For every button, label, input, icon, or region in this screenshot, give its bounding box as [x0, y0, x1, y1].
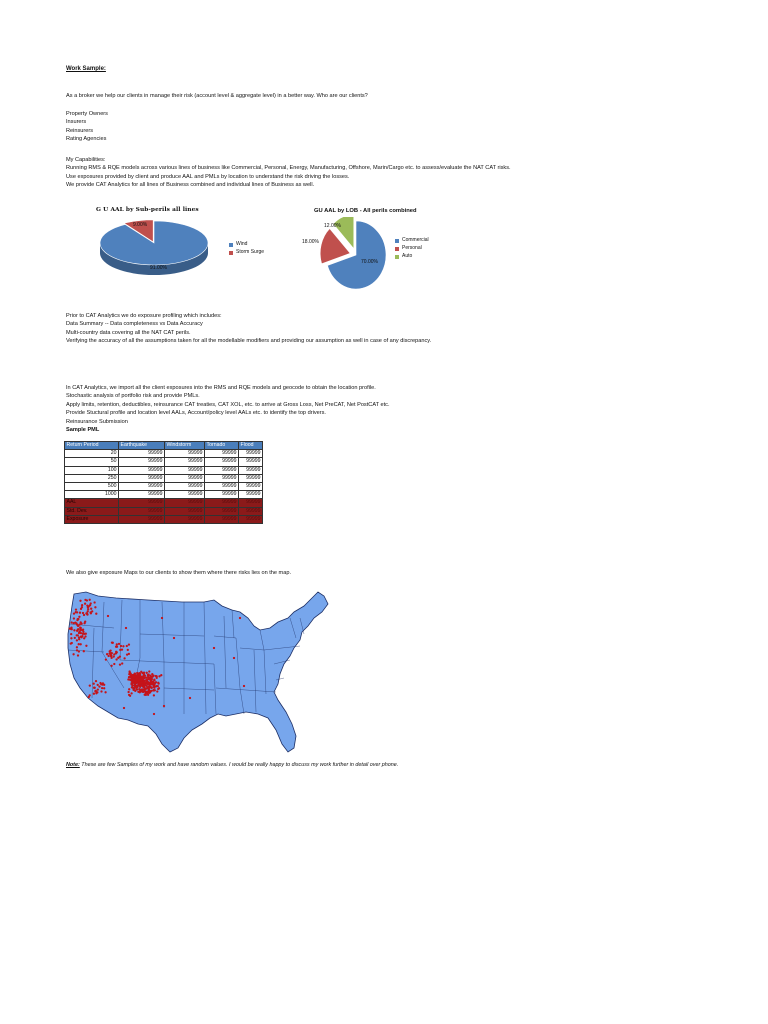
- exposure-point: [73, 617, 75, 619]
- exposure-point: [70, 637, 72, 639]
- exposure-point: [128, 676, 130, 678]
- exposure-point: [100, 683, 102, 685]
- legend-swatch: [395, 255, 399, 259]
- exposure-point: [135, 679, 137, 681]
- table-cell: 99999: [205, 491, 239, 499]
- us-exposure-map: [64, 588, 332, 756]
- exposure-point: [147, 683, 149, 685]
- list-item: Apply limits, retention, deductibles, reinsurance CAT treaties, CAT XOL, etc. to arrive at Gross Loss, Net PreCAT, Net PostCAT etc.: [66, 401, 390, 408]
- exposure-point: [115, 658, 117, 660]
- table-cell: 99999: [119, 499, 165, 507]
- table-cell: 250: [65, 474, 119, 482]
- legend-entry-personal: [395, 245, 429, 253]
- exposure-point: [86, 613, 88, 615]
- list-item: Rating Agencies: [66, 136, 107, 143]
- exposure-point: [84, 603, 86, 605]
- exposure-point: [140, 671, 142, 673]
- legend-swatch: [395, 247, 399, 251]
- page-title: Work Sample:: [66, 66, 106, 72]
- exposure-point: [71, 642, 73, 644]
- exposure-point: [233, 657, 235, 659]
- table-header-cell: Return Period: [65, 442, 119, 450]
- list-item: Prior to CAT Analytics we do exposure profiling which includes:: [66, 313, 222, 319]
- exposure-point: [153, 679, 155, 681]
- exposure-point: [132, 679, 134, 681]
- legend-label: Auto: [402, 253, 413, 260]
- table-cell: 99999: [165, 483, 205, 491]
- table-cell: 99999: [165, 507, 205, 515]
- table-cell: 99999: [119, 458, 165, 466]
- exposure-point: [136, 672, 138, 674]
- list-item: Verifying the accuracy of all the assumptions taken for all the modellable modifiers and providing our assumption as well in case of any discrepancy.: [66, 338, 432, 345]
- exposure-point: [123, 657, 125, 659]
- exposure-point: [83, 637, 85, 639]
- exposure-point: [139, 682, 141, 684]
- exposure-point: [213, 647, 215, 649]
- table-cell: 99999: [165, 466, 205, 474]
- exposure-point: [128, 688, 130, 690]
- chart-title: G U AAL by Sub-perils all lines: [96, 207, 199, 213]
- exposure-point: [158, 687, 160, 689]
- table-cell: 99999: [165, 491, 205, 499]
- exposure-point: [157, 682, 159, 684]
- exposure-point: [77, 628, 79, 630]
- exposure-point: [101, 687, 103, 689]
- exposure-point: [115, 651, 117, 653]
- list-item: Provide Stuctural profile and location level AALs, Account/policy level AALs etc. to identify the top drivers.: [66, 410, 326, 417]
- exposure-point: [100, 690, 102, 692]
- table-cell: 99999: [165, 458, 205, 466]
- exposure-point: [81, 606, 83, 608]
- exposure-point: [110, 665, 112, 667]
- legend-entry-wind: [229, 241, 264, 249]
- exposure-point: [143, 671, 145, 673]
- exposure-point: [161, 617, 163, 619]
- table-cell: 99999: [205, 466, 239, 474]
- exposure-point: [141, 689, 143, 691]
- table-cell: 99999: [239, 474, 263, 482]
- exposure-point: [81, 604, 83, 606]
- exposure-point: [149, 676, 151, 678]
- exposure-point: [155, 685, 157, 687]
- table-cell: 100: [65, 466, 119, 474]
- exposure-point: [154, 689, 156, 691]
- exposure-point: [239, 617, 241, 619]
- legend-swatch: [229, 243, 233, 247]
- exposure-point: [97, 684, 99, 686]
- intro-text: As a broker we help our clients in manage their risk (account level & aggregate level) in a better way. Who are our clients?: [66, 93, 368, 99]
- exposure-point: [90, 602, 92, 604]
- exposure-point: [69, 628, 71, 630]
- pie-svg-lob: [290, 217, 400, 293]
- note-label: Note:: [66, 762, 80, 768]
- list-item: Property Owners: [66, 111, 108, 117]
- exposure-point: [75, 622, 77, 624]
- exposure-point: [82, 612, 84, 614]
- exposure-point: [128, 653, 130, 655]
- exposure-point: [119, 663, 121, 665]
- table-cell: AAL: [65, 499, 119, 507]
- table-cell: 500: [65, 483, 119, 491]
- exposure-point: [141, 681, 143, 683]
- exposure-point: [139, 691, 141, 693]
- exposure-point: [103, 687, 105, 689]
- exposure-point: [145, 692, 147, 694]
- exposure-point: [109, 652, 111, 654]
- analytics-section: [66, 384, 390, 434]
- exposure-point: [106, 653, 108, 655]
- exposure-point: [83, 622, 85, 624]
- list-item: Use exposures provided by client and produce AAL and PMLs by location to understand the risk driving the losses.: [66, 173, 350, 180]
- table-cell: 99999: [239, 499, 263, 507]
- list-item: We provide CAT Analytics for all lines of Business combined and individual lines of Business as well.: [66, 182, 315, 189]
- exposure-point: [74, 637, 76, 639]
- list-item: Data Summary -- Data completeness vs Data Accuracy: [66, 321, 203, 328]
- table-cell: 99999: [205, 507, 239, 515]
- table-cell: 99999: [165, 499, 205, 507]
- exposure-point: [78, 616, 80, 618]
- exposure-point: [153, 694, 155, 696]
- exposure-point: [97, 688, 99, 690]
- exposure-point: [70, 621, 72, 623]
- table-cell: 99999: [165, 450, 205, 458]
- exposure-point: [113, 655, 115, 657]
- exposure-point: [85, 645, 87, 647]
- exposure-point: [98, 685, 100, 687]
- table-cell: 99999: [119, 466, 165, 474]
- table-summary-row: [65, 515, 263, 523]
- exposure-point: [94, 690, 96, 692]
- exposure-point: [95, 613, 97, 615]
- data-label-storm-surge: 9.00%: [133, 222, 148, 228]
- table-row: [65, 474, 263, 482]
- table-cell: 99999: [205, 450, 239, 458]
- exposure-point: [135, 688, 137, 690]
- exposure-point: [88, 605, 90, 607]
- table-header-cell: Windstorm: [165, 442, 205, 450]
- table-row: [65, 483, 263, 491]
- exposure-point: [130, 692, 132, 694]
- exposure-point: [95, 680, 97, 682]
- exposure-point: [155, 675, 157, 677]
- pie-slice-wind: [100, 221, 208, 265]
- exposure-point: [243, 685, 245, 687]
- list-item: Multi-country data covering all the NAT CAT perils.: [66, 329, 191, 336]
- data-label-commercial: 70.00%: [361, 259, 378, 265]
- exposure-point: [80, 643, 82, 645]
- exposure-point: [151, 683, 153, 685]
- exposure-point: [73, 629, 75, 631]
- exposure-point: [148, 670, 150, 672]
- exposure-point: [145, 679, 147, 681]
- table-header-cell: Earthquake: [119, 442, 165, 450]
- exposure-point: [135, 686, 137, 688]
- exposure-point: [86, 599, 88, 601]
- exposure-point: [150, 686, 152, 688]
- exposure-point: [116, 643, 118, 645]
- table-cell: 99999: [205, 515, 239, 523]
- sample-pml-table: [64, 441, 263, 524]
- table-cell: 50: [65, 458, 119, 466]
- table-header-row: [65, 442, 263, 450]
- table-cell: Std. Dev.: [65, 507, 119, 515]
- exposure-point: [93, 693, 95, 695]
- list-item: Stochastic analysis of portfolio risk and provide PMLs.: [66, 393, 200, 400]
- legend-swatch: [395, 239, 399, 243]
- exposure-point: [133, 688, 135, 690]
- table-cell: 99999: [239, 450, 263, 458]
- exposure-point: [131, 683, 133, 685]
- exposure-point: [127, 691, 129, 693]
- exposure-point: [91, 610, 93, 612]
- exposure-point: [79, 627, 81, 629]
- exposure-point: [143, 674, 145, 676]
- exposure-point: [133, 684, 135, 686]
- table-cell: 99999: [119, 491, 165, 499]
- exposure-point: [78, 650, 80, 652]
- exposure-point: [73, 612, 75, 614]
- exposure-point: [160, 674, 162, 676]
- table-cell: 99999: [239, 483, 263, 491]
- table-cell: 99999: [119, 483, 165, 491]
- data-label-wind: 91.00%: [150, 265, 167, 271]
- exposure-point: [79, 612, 81, 614]
- exposure-point: [87, 610, 89, 612]
- table-cell: 99999: [239, 491, 263, 499]
- pie-chart-lob: [290, 203, 450, 293]
- exposure-point: [144, 683, 146, 685]
- exposure-point: [82, 631, 84, 633]
- exposure-point: [129, 674, 131, 676]
- list-item: Reinsurers: [66, 127, 94, 134]
- exposure-point: [173, 637, 175, 639]
- list-item: In CAT Analytics, we import all the client exposures into the RMS and RQE models and geocode to obtain the location profile.: [66, 385, 376, 391]
- exposure-point: [93, 683, 95, 685]
- table-row: [65, 458, 263, 466]
- exposure-point: [150, 690, 152, 692]
- exposure-point: [123, 707, 125, 709]
- chart-legend: [229, 241, 264, 257]
- exposure-point: [75, 608, 77, 610]
- exposure-point: [109, 649, 111, 651]
- chart-title: GU AAL by LOB - All perils combined: [314, 208, 417, 214]
- table-title: Sample PML: [66, 426, 100, 433]
- exposure-point: [89, 684, 91, 686]
- exposure-point: [153, 685, 155, 687]
- exposure-point: [94, 687, 96, 689]
- exposure-point: [139, 675, 141, 677]
- exposure-point: [127, 678, 129, 680]
- legend-label: Storm Surge: [236, 249, 265, 256]
- exposure-point: [128, 694, 130, 696]
- exposure-point: [120, 645, 122, 647]
- legend-label: Personal: [402, 245, 422, 252]
- table-cell: 99999: [239, 458, 263, 466]
- table-cell: Exposure: [65, 515, 119, 523]
- exposure-point: [128, 643, 130, 645]
- exposure-point: [147, 673, 149, 675]
- table-row: [65, 450, 263, 458]
- list-item: Insurers: [66, 119, 87, 126]
- exposure-point: [142, 678, 144, 680]
- exposure-point: [104, 691, 106, 693]
- exposure-point: [121, 662, 123, 664]
- exposure-point: [77, 634, 79, 636]
- exposure-point: [79, 600, 81, 602]
- exposure-point: [78, 643, 80, 645]
- exposure-point: [145, 687, 147, 689]
- table-cell: 1000: [65, 491, 119, 499]
- exposure-point: [80, 621, 82, 623]
- table-cell: 99999: [119, 474, 165, 482]
- exposure-point: [82, 629, 84, 631]
- legend-entry-storm-surge: [229, 249, 264, 257]
- exposure-point: [148, 686, 150, 688]
- table-cell: 99999: [239, 515, 263, 523]
- note-text: [66, 761, 398, 769]
- table-summary-row: [65, 499, 263, 507]
- table-cell: 99999: [205, 474, 239, 482]
- exposure-point: [77, 654, 79, 656]
- exposure-point: [122, 645, 124, 647]
- exposure-point: [80, 629, 82, 631]
- list-item: Running RMS & RQE models across various lines of business like Commercial, Personal, Energy, Manufacturing, Offshore, Marin/Cargo etc. to assess/evaluate the NAT CAT risks.: [66, 165, 511, 172]
- exposure-point: [117, 657, 119, 659]
- table-cell: 20: [65, 450, 119, 458]
- exposure-point: [93, 601, 95, 603]
- legend-swatch: [229, 251, 233, 255]
- exposure-point: [111, 641, 113, 643]
- exposure-point: [70, 633, 72, 635]
- exposure-point: [113, 663, 115, 665]
- capabilities-section: [66, 156, 511, 190]
- exposure-point: [95, 692, 97, 694]
- exposure-point: [189, 697, 191, 699]
- exposure-point: [142, 685, 144, 687]
- table-header-cell: Flood: [239, 442, 263, 450]
- list-item: Reinsurance Submission: [66, 418, 128, 425]
- profiling-section: [66, 312, 431, 346]
- exposure-point: [94, 606, 96, 608]
- table-cell: 99999: [205, 458, 239, 466]
- exposure-point: [105, 658, 107, 660]
- exposure-point: [76, 646, 78, 648]
- exposure-point: [121, 648, 123, 650]
- exposure-point: [89, 599, 91, 601]
- table-cell: 99999: [205, 499, 239, 507]
- legend-label: Wind: [236, 241, 248, 248]
- exposure-point: [83, 650, 85, 652]
- table-summary-row: [65, 507, 263, 515]
- exposure-point: [80, 636, 82, 638]
- table-cell: 99999: [205, 483, 239, 491]
- exposure-point: [125, 627, 127, 629]
- data-label-personal: 18.00%: [302, 239, 319, 245]
- table-cell: 99999: [119, 515, 165, 523]
- pie-chart-subperils: [90, 203, 280, 293]
- client-list: [66, 110, 108, 144]
- note-body: These are few Samples of my work and have random values. I would be really happy to discuss my work further in detail over phone.: [79, 762, 399, 768]
- exposure-point: [153, 713, 155, 715]
- exposure-point: [72, 653, 74, 655]
- exposure-point: [77, 618, 79, 620]
- exposure-point: [82, 633, 84, 635]
- exposure-point: [90, 608, 92, 610]
- table-header-cell: Tornado: [205, 442, 239, 450]
- exposure-point: [76, 611, 78, 613]
- exposure-point: [155, 681, 157, 683]
- exposure-point: [163, 705, 165, 707]
- data-label-auto: 12.00%: [324, 223, 341, 229]
- exposure-point: [107, 655, 109, 657]
- exposure-point: [127, 649, 129, 651]
- chart-legend: [395, 237, 429, 261]
- exposure-point: [90, 612, 92, 614]
- exposure-point: [116, 646, 118, 648]
- table-cell: 99999: [119, 507, 165, 515]
- exposure-point: [76, 639, 78, 641]
- legend-label: Commercial: [402, 237, 429, 244]
- table-row: [65, 466, 263, 474]
- table-row: [65, 491, 263, 499]
- legend-entry-auto: [395, 253, 429, 261]
- exposure-point: [83, 614, 85, 616]
- exposure-point: [110, 655, 112, 657]
- exposure-point: [89, 694, 91, 696]
- exposure-point: [133, 676, 135, 678]
- legend-entry-commercial: [395, 237, 429, 245]
- map-intro-text: We also give exposure Maps to our clients to show them where there risks lies on the map.: [66, 570, 291, 576]
- exposure-point: [146, 672, 148, 674]
- table-cell: 99999: [165, 474, 205, 482]
- exposure-point: [138, 679, 140, 681]
- exposure-point: [126, 645, 128, 647]
- exposure-point: [147, 694, 149, 696]
- exposure-point: [156, 690, 158, 692]
- exposure-point: [135, 682, 137, 684]
- pie-svg-subperils: [90, 217, 230, 293]
- table-cell: 99999: [165, 515, 205, 523]
- exposure-point: [134, 673, 136, 675]
- table-cell: 99999: [239, 507, 263, 515]
- exposure-point: [148, 678, 150, 680]
- exposure-point: [118, 643, 120, 645]
- capabilities-heading: My Capabilities:: [66, 157, 106, 163]
- exposure-point: [78, 636, 80, 638]
- exposure-point: [107, 615, 109, 617]
- table-cell: 99999: [119, 450, 165, 458]
- table-cell: 99999: [239, 466, 263, 474]
